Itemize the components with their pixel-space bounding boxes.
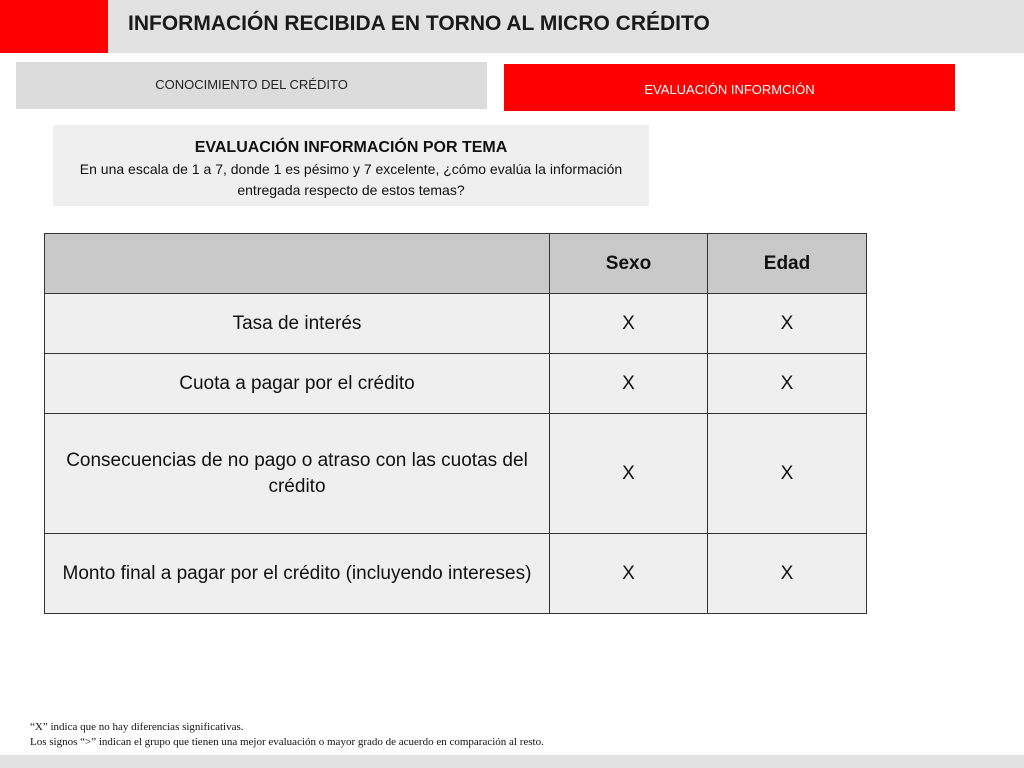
table-row [45, 354, 867, 414]
sexo-cell: X [550, 534, 708, 614]
edad-cell: X [708, 414, 867, 534]
tab-evaluacion-informacion[interactable] [504, 64, 955, 111]
table-row [45, 414, 867, 534]
intro-title: EVALUACIÓN INFORMACIÓN POR TEMA [194, 139, 508, 156]
topic-cell: Cuota a pagar por el crédito [45, 354, 550, 414]
topic-cell: Consecuencias de no pago o atraso con las cuotas del crédito [45, 414, 550, 534]
evaluation-table [44, 233, 867, 614]
edad-cell: X [708, 354, 867, 414]
tab-label: EVALUACIÓN INFORMCIÓN [644, 82, 815, 97]
tab-conocimiento-credito[interactable] [16, 62, 487, 109]
intro-box [53, 125, 649, 206]
intro-question: En una escala de 1 a 7, donde 1 es pésimo y 7 excelente, ¿cómo evalúa la información entregada respecto de estos temas? [79, 161, 623, 198]
edad-cell: X [708, 294, 867, 354]
topic-cell: Tasa de interés [45, 294, 550, 354]
page-title: INFORMACIÓN RECIBIDA EN TORNO AL MICRO CRÉDITO [128, 12, 710, 35]
footnote: Los signos “>” indican el grupo que tienen una mejor evaluación o mayor grado de acuerdo en comparación al resto. [30, 736, 544, 748]
topic-cell: Monto final a pagar por el crédito (incluyendo intereses) [45, 534, 550, 614]
table-row [45, 534, 867, 614]
footnotes [30, 720, 544, 750]
table-header-row [45, 234, 867, 294]
sexo-cell: X [550, 414, 708, 534]
tab-label: CONOCIMIENTO DEL CRÉDITO [155, 77, 348, 92]
footer-bar [0, 755, 1024, 768]
header-cell-sexo: Sexo [550, 234, 708, 294]
sexo-cell: X [550, 294, 708, 354]
sexo-cell: X [550, 354, 708, 414]
footnote: “X” indica que no hay diferencias significativas. [30, 721, 244, 733]
header-cell-topic [45, 234, 550, 294]
edad-cell: X [708, 534, 867, 614]
header-accent-block [0, 0, 108, 53]
table-row [45, 294, 867, 354]
header-cell-edad: Edad [708, 234, 867, 294]
